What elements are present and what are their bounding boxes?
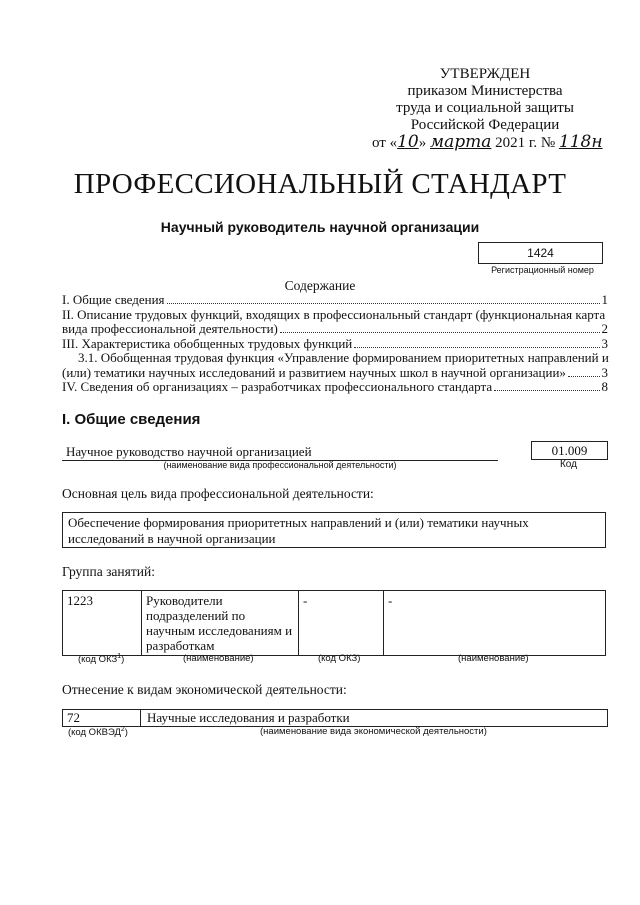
approval-line: труда и социальной защиты [396, 100, 574, 116]
approval-title: УТВЕРЖДЕН [439, 66, 531, 82]
okz-code-caption: (код ОКЗ$^1$) [78, 653, 125, 666]
occupation-name-caption: (наименование) [183, 653, 254, 664]
econ-label: Отнесение к видам экономической деятельности: [62, 682, 347, 697]
registration-number-label: Регистрационный номер [491, 265, 594, 275]
page-title: ПРОФЕССИОНАЛЬНЫЙ СТАНДАРТ [73, 168, 567, 200]
toc-item[interactable]: вида профессиональной деятельности) 2 [62, 321, 608, 336]
toc-item[interactable]: (или) тематики научных исследований и развитием научных школ в научной организации» 3 [62, 364, 608, 380]
occupation-name-cell: Руководители подразделений по научным исследованиям и разработкам [142, 591, 299, 656]
approval-line: Российской Федерации [410, 117, 560, 133]
activity-kind-value: Научное руководство научной организацией [62, 444, 498, 461]
occupation-name-cell: - [384, 591, 606, 656]
approval-day: 10 [397, 132, 419, 152]
registration-number-box: 1424 [478, 242, 603, 264]
section-heading: I. Общие сведения [62, 411, 201, 428]
econ-name-caption: (наименование вида экономической деятельности) [260, 726, 487, 737]
activity-kind-caption: (наименование вида профессиональной деятельности) [163, 460, 397, 470]
goal-label: Основная цель вида профессиональной деятельности: [62, 486, 374, 501]
econ-activity-row [62, 709, 608, 727]
toc-title: Содержание [284, 278, 356, 293]
toc-item[interactable]: IV. Сведения об организациях – разработчиках профессионального стандарта 8 [62, 379, 608, 394]
approval-year: 2021 г. № [495, 135, 556, 151]
goal-text-box: Обеспечение формирования приоритетных направлений и (или) тематики научных исследований в научной организации [62, 512, 606, 548]
econ-activity-name: Научные исследования и разработки [147, 710, 350, 725]
table-of-contents [62, 293, 608, 395]
activity-code-box: 01.009 [531, 441, 608, 460]
okved-code-caption: (код ОКВЭД$^2$) [68, 726, 128, 739]
okved-code-cell: 72 [63, 710, 141, 726]
activity-code-label: Код [559, 459, 577, 470]
occupation-label: Группа занятий: [62, 564, 155, 579]
approval-line: приказом Министерства [407, 83, 563, 99]
approval-block [360, 66, 610, 152]
toc-item[interactable]: I. Общие сведения 1 [62, 292, 608, 307]
toc-item[interactable]: III. Характеристика обобщенных трудовых функций 3 [62, 335, 608, 351]
toc-item[interactable]: II. Описание трудовых функций, входящих в профессиональный стандарт (функциональная карта [62, 306, 606, 322]
approval-date: от «10» марта 2021 г. № 118н [372, 132, 603, 152]
okz-code-cell: 1223 [63, 591, 142, 656]
approval-month: марта [430, 132, 492, 152]
occupation-table [62, 590, 606, 656]
okz-code-cell: - [299, 591, 384, 656]
occupation-name-caption: (наименование) [458, 653, 529, 664]
page-subtitle: Научный руководитель научной организации [160, 219, 480, 235]
approval-number: 118н [558, 132, 603, 152]
okz-code-caption: (код ОКЗ) [318, 653, 361, 664]
toc-item[interactable]: 3.1. Обобщенная трудовая функция «Управление формированием приоритетных направлений и [78, 350, 609, 365]
